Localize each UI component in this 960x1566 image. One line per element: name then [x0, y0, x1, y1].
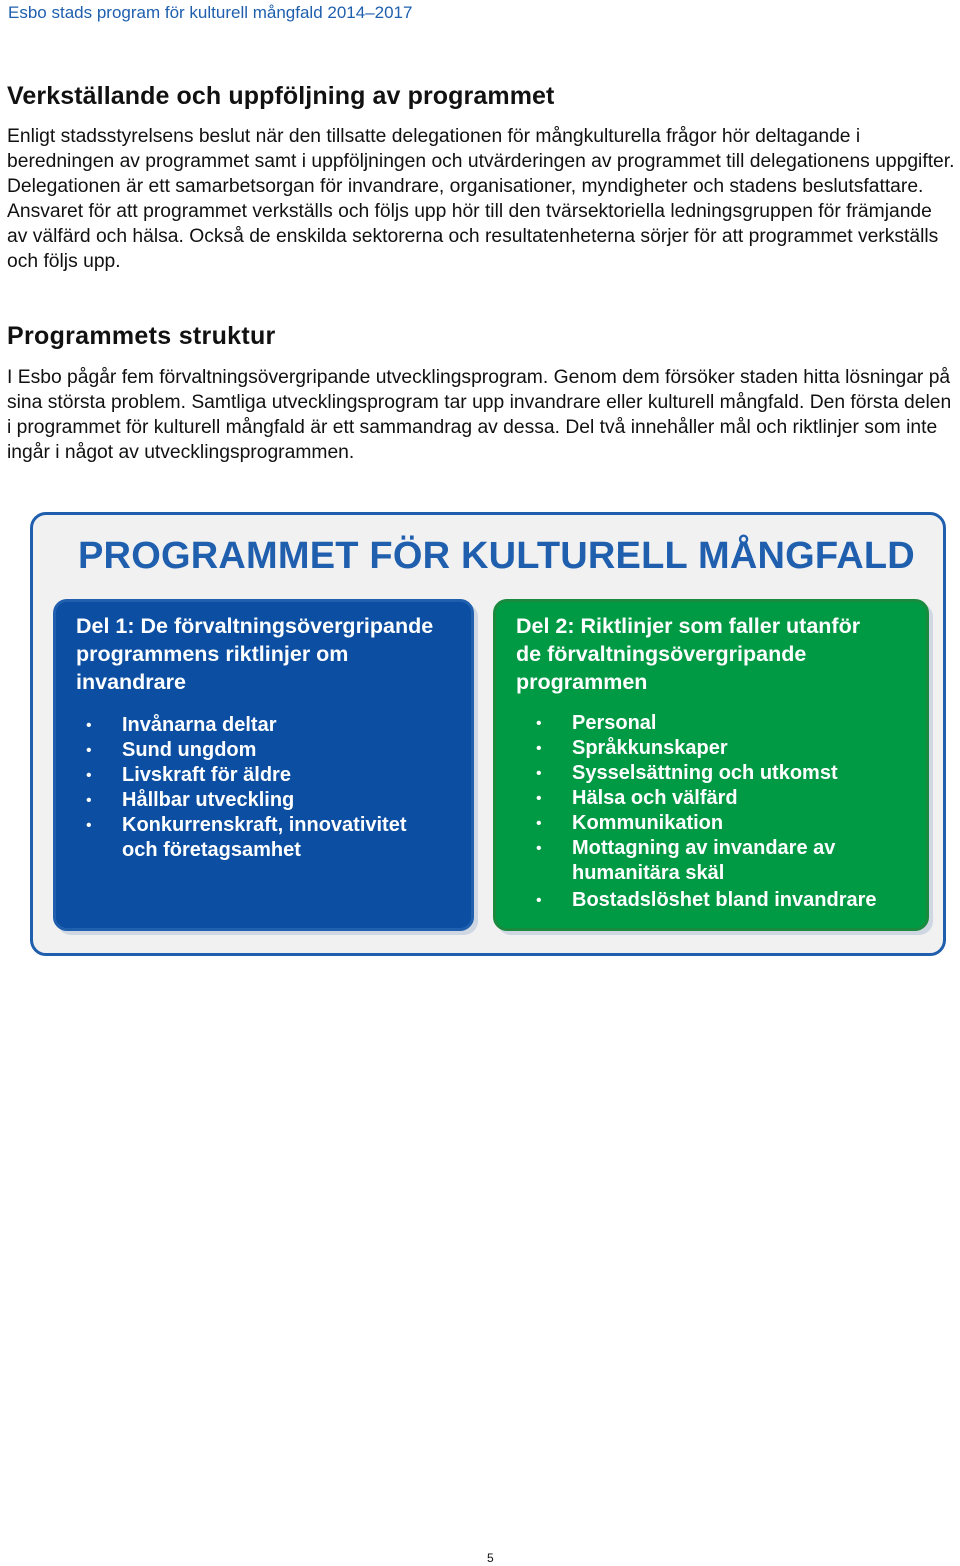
list-item-text: Personal — [572, 712, 657, 734]
list-item-text: Konkurrenskraft, innovativitet — [122, 814, 407, 836]
page-number: 5 — [487, 1551, 494, 1565]
diagram-title: PROGRAMMET FÖR KULTURELL MÅNGFALD — [78, 535, 915, 577]
list-item-text: Sysselsättning och utkomst — [572, 762, 838, 784]
list-item — [536, 888, 916, 913]
list-item — [86, 813, 456, 863]
bullet-icon: • — [86, 792, 92, 809]
bullet-icon: • — [536, 892, 542, 909]
list-item — [86, 738, 456, 763]
section-paragraph-struktur: I Esbo pågår fem förvaltningsövergripande utvecklingsprogram. Genom dem försöker staden hitta lösningar på sina största problem. Samtliga utvecklingsprogram tar upp invandrare eller kulturell mångfald. Den första delen i programmet för kulturell mångfald är ett sammandrag av dessa. Del två innehåller mål och riktlinjer som inte ingår i något av utvecklingsprogrammen. — [7, 367, 952, 463]
part2-heading-line: Del 2: Riktlinjer som faller utanför — [516, 614, 861, 638]
list-item — [536, 711, 916, 736]
list-item — [536, 836, 916, 886]
section-title-verkstallande: Verkställande och uppföljning av programmet — [7, 82, 555, 110]
section-title-struktur: Programmets struktur — [7, 322, 276, 350]
part2-heading-line: programmen — [516, 670, 648, 694]
bullet-icon: • — [86, 817, 92, 834]
program-diagram — [30, 512, 946, 956]
part1-heading-line: invandrare — [76, 670, 186, 694]
list-item-text: Hälsa och välfärd — [572, 787, 738, 809]
bullet-icon: • — [536, 765, 542, 782]
list-item — [536, 736, 916, 761]
bullet-icon: • — [536, 715, 542, 732]
list-item-text: Hållbar utveckling — [122, 789, 295, 811]
part2-heading — [516, 612, 860, 696]
list-item-text: humanitära skäl — [572, 862, 725, 884]
list-item-text: Kommunikation — [572, 812, 724, 834]
list-item-text: och företagsamhet — [122, 839, 301, 861]
list-item-text: Bostadslöshet bland invandrare — [572, 889, 877, 911]
bullet-icon: • — [86, 767, 92, 784]
running-header: Esbo stads program för kulturell mångfald 2014–2017 — [8, 3, 413, 22]
part2-panel — [493, 599, 929, 931]
bullet-icon: • — [86, 717, 92, 734]
part1-heading — [76, 612, 433, 696]
list-item-text: Mottagning av invandare av — [572, 837, 836, 859]
list-item — [536, 786, 916, 811]
bullet-icon: • — [536, 840, 542, 857]
part1-heading-line: programmens riktlinjer om — [76, 642, 349, 666]
part1-panel — [53, 599, 474, 931]
list-item — [86, 713, 456, 738]
bullet-icon: • — [536, 815, 542, 832]
part1-list — [86, 713, 456, 863]
list-item — [536, 761, 916, 786]
list-item-text: Livskraft för äldre — [122, 764, 291, 786]
part1-heading-line: Del 1: De förvaltningsövergripande — [76, 614, 434, 638]
bullet-icon: • — [536, 740, 542, 757]
list-item-text: Språkkunskaper — [572, 737, 728, 759]
list-item — [86, 763, 456, 788]
bullet-icon: • — [86, 742, 92, 759]
part2-list — [536, 711, 916, 913]
part2-heading-line: de förvaltningsövergripande — [516, 642, 807, 666]
list-item-text: Sund ungdom — [122, 739, 257, 761]
list-item — [536, 811, 916, 836]
section-paragraph-verkstallande: Enligt stadsstyrelsens beslut när den tillsatte delegationen för mångkulturella frågor hör deltagande i beredningen av programmet samt i uppföljningen och utvärderingen av programmet till delegationens uppgifter. Delegationen är ett samarbetsorgan för invandrare, organisationer, myndigheter och stadens beslutsfattare. Ansvaret för att programmet verkställs och följs upp hör till den tvärsektoriella ledningsgruppen för främjande av välfärd och hälsa. Också de enskilda sektorerna och resultatenheterna sörjer för att programmet verkställs och följs upp. — [7, 126, 955, 272]
bullet-icon: • — [536, 790, 542, 807]
list-item — [86, 788, 456, 813]
list-item-text: Invånarna deltar — [122, 714, 277, 736]
